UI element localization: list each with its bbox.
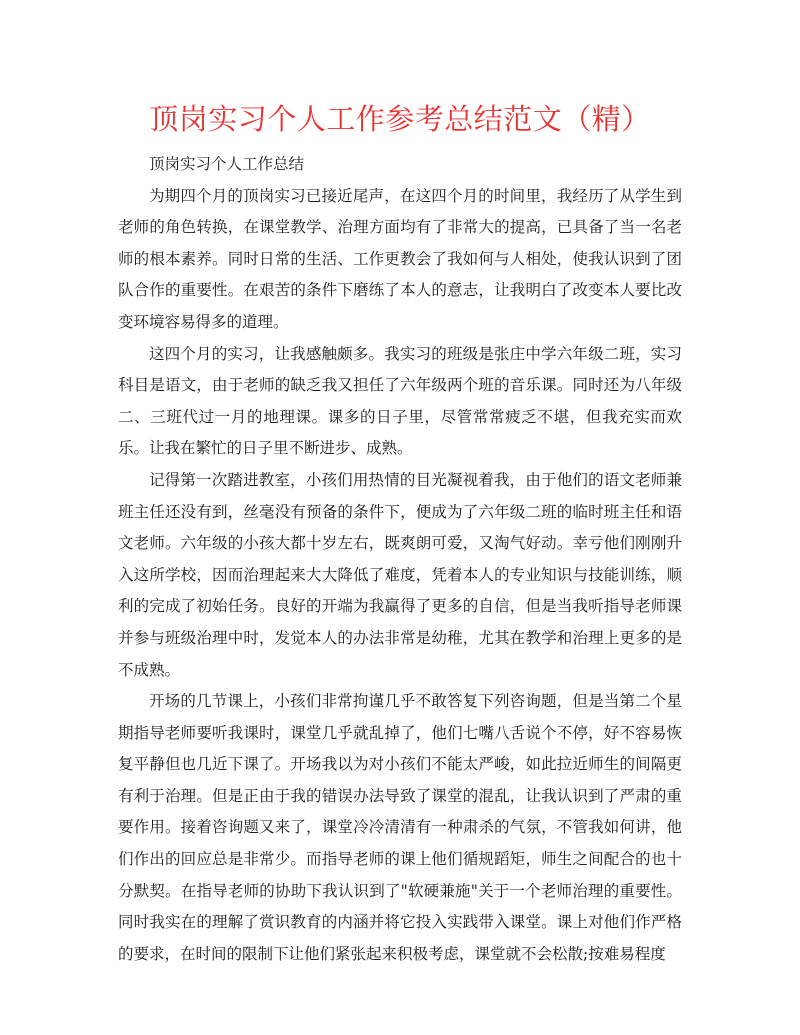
- paragraph: 记得第一次踏进教室，小孩们用热情的目光凝视着我，由于他们的语文老师兼班主任还没有到，丝毫没有预备的条件下，便成为了六年级二班的临时班主任和语文老师。六年级的小孩大都十岁左右，既爽朗可爱，又淘气好动。幸亏他们刚刚升入这所学校，因而治理起来大大降低了难度，凭着本人的专业知识与技能训练，顺利的完成了初始任务。良好的开端为我赢得了更多的自信，但是当我听指导老师课并参与班级治理中时，发觉本人的办法非常是幼稚，尤其在教学和治理上更多的是不成熟。: [118, 470, 682, 679]
- document-title: 顶岗实习个人工作参考总结范文（精）: [149, 102, 651, 136]
- paragraph: 为期四个月的顶岗实习已接近尾声，在这四个月的时间里，我经历了从学生到老师的角色转换，在课堂教学、治理方面均有了非常大的提高，已具备了当一名老师的根本素养。同时日常的生活、工作更教会了我如何与人相处，使我认识到了团队合作的重要性。在艰苦的条件下磨练了本人的意志，让我明白了改变本人要比改变环境容易得多的道理。: [118, 186, 682, 331]
- document-body: [118, 149, 682, 970]
- document-subtitle: 顶岗实习个人工作总结: [149, 155, 305, 173]
- paragraph: 开场的几节课上，小孩们非常拘谨几乎不敢答复下列咨询题，但是当第二个星期指导老师要听我课时，课堂几乎就乱掉了，他们七嘴八舌说个不停，好不容易恢复平静但也几近下课了。开场我以为对小孩们不能太严峻，如此拉近师生的间隔更有利于治理。但是正由于我的错误办法导致了课堂的混乱，让我认识到了严肃的重要作用。接着咨询题又来了，课堂冷冷清清有一种肃杀的气氛，不管我如何讲，他们作出的回应总是非常少。而指导老师的课上他们循规蹈矩，师生之间配合的也十分默契。在指导老师的协助下我认识到了"软硬兼施"关于一个老师治理的重要性。同时我实在的理解了赏识教育的内涵并将它投入实践带入课堂。课上对他们作严格的要求，在时间的限制下让他们紧张起来积极考虑，课堂就不会松散;按难易程度: [118, 692, 682, 963]
- paragraph: 这四个月的实习，让我感触颇多。我实习的班级是张庄中学六年级二班，实习科目是语文，由于老师的缺乏我又担任了六年级两个班的音乐课。同时还为八年级二、三班代过一月的地理课。课多的日子里，尽管常常疲乏不堪，但我充实而欢乐。让我在繁忙的日子里不断进步、成熟。: [118, 344, 682, 458]
